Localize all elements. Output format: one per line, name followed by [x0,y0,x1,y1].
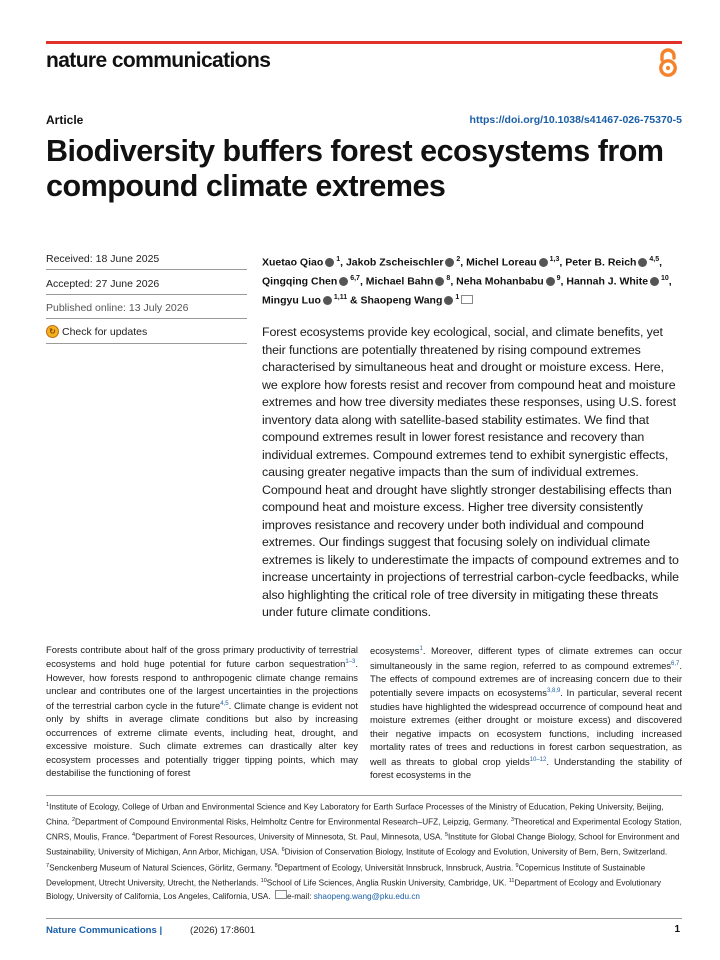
orcid-icon[interactable] [323,296,332,305]
author-separator: , [559,256,566,269]
body-column-right [370,643,682,782]
affiliations [46,799,682,903]
author-separator: , [359,275,366,288]
open-access-icon [655,48,681,78]
orcid-icon[interactable] [339,277,348,286]
citation-ref: 4 [132,832,136,839]
text-run: Department of Compound Environmental Risks, Helmholtz Centre for Environmental Research–UFZ, Leipzig, Germany. [75,817,511,827]
email-label: e-mail: [286,891,314,901]
accepted-date: Accepted: 27 June 2026 [46,278,160,290]
author-separator: , [460,256,467,269]
footnote-divider [46,795,682,796]
citation-ref: 10–12 [529,756,547,763]
doi-link[interactable]: https://doi.org/10.1038/s41467-026-75370-5 [469,114,682,126]
author-name: Shaopeng Wang [360,294,443,307]
author-affiliation: 1 [453,294,460,301]
footer-journal: Nature Communications | [46,925,163,936]
published-date: Published online: 13 July 2026 [46,302,189,314]
abstract: Forest ecosystems provide key ecological, social, and climate benefits, yet their functions are potentially threatened by rising compound extremes characterised by simultaneous heat and drought or moisture excess. Here, we explore how forests resist and recover from compound heat and moisture extremes and how tree diversity mediates these responses, using U.S. forest inventory data along with satellite-based stability estimates. We find that compound extremes result in lower forest resistance and recovery than individual extremes. Compound extremes tend to exhibit synergistic effects, causing greater negative impacts than the sum of individual extremes. Compound heat and drought have slightly stronger destabilising effects than compound heat and moisture excess. Higher tree diversity consistently improves resistance and recovery under both individual and compound extremes. Our findings suggest that focusing solely on individual climate extremes is likely to underestimate the impacts of compound extremes and to increase uncertainty in projections of terrestrial carbon-cycle feedbacks, while also highlighting the critical role of tree diversity in mitigating these threats under future climate conditions. [262,325,679,619]
text-run: Institute of Ecology, College of Urban and Environmental Science and Key Laboratory for Earth Surface Processes of the Ministry of Education, Peking University, Beijing, China. [46,802,664,827]
citation-ref: 3,8,9 [546,688,561,695]
author-affiliation: 2 [454,256,461,263]
body-column-left [46,643,358,779]
text-run: Department of Forest Resources, University of Minnesota, St. Paul, Minnesota, USA. [135,833,445,843]
citation-ref: 3 [510,817,514,824]
text-run: Forests contribute about half of the gross primary productivity of terrestrial ecosystems and hold huge potential for future carbon sequestration [46,644,358,670]
text-run: Theoretical and Experimental Ecology Station, CNRS, Moulis, France. [46,817,682,843]
email-link[interactable]: shaopeng.wang@pku.edu.cn [313,891,420,901]
text-run: Division of Conservation Biology, Institute of Ecology and Evolution, University of Bern, Bern, Switzerland. [284,848,668,858]
author-affiliation: 1 [334,256,341,263]
article-type: Article [46,113,84,127]
footer-divider [46,918,682,919]
text-run: . The effects of compound extremes are of increasing concern due to their potentially severe impacts on ecosystems [370,659,682,699]
received-date: Received: 18 June 2025 [46,253,160,265]
orcid-icon[interactable] [325,258,334,267]
text-run: Institute for Global Change Biology, School for Environment and Sustainability, University of Michigan, Ann Arbor, Michigan, USA. [46,833,680,858]
author-separator: , [659,256,663,269]
citation-ref: 6,7 [671,660,680,667]
text-run: . Understanding the stability of forest ecosystems in the [370,755,682,781]
citation-ref: 1 [46,802,50,808]
text-run: Senckenberg Museum of Natural Sciences, Görlitz, Germany. [49,863,275,873]
citation-ref: 9 [515,862,519,869]
author-affiliation: 1,3 [547,256,560,263]
check-updates-icon: ↻ [46,325,59,338]
citation-ref: 2 [71,817,76,824]
citation-ref: 5 [444,832,449,839]
author-separator: , [668,275,672,288]
text-run: Copernicus Institute of Sustainable Development, Utrecht University, Utrecht, the Netherlands. [46,863,646,888]
citation-ref: 4,5 [220,700,229,707]
corresponding-email-icon[interactable] [461,295,473,304]
author-affiliation: 8 [444,275,451,282]
text-run: . Climate change is evident not only by shifts in average climate conditions but also by increasing occurrences of extreme climate events, including heat, drought, and excessive moisture. Such climate extremes can drastically alter key ecosystem processes and potentially trigger tipping points, which may destabilise the functioning of forest [46,699,358,778]
text-run: Department of Ecology, Universität Innsbruck, Innsbruck, Austria. [277,863,516,873]
citation-ref: 11 [508,877,515,884]
check-updates-label: Check for updates [62,325,148,338]
text-run: ecosystems [370,645,420,657]
author-name: Mingyu Luo [262,294,321,307]
text-run: . Moreover, different types of climate extremes can occur simultaneously in the same region, referred to as compound extremes [370,645,682,671]
text-run: Department of Ecology and Evolutionary Biology, University of California, Los Angeles, California, USA. [46,878,661,901]
author-separator: & [347,294,361,307]
author-affiliation: 9 [554,275,561,282]
email-icon [275,890,287,899]
journal-name: nature communications [46,49,271,72]
divider [46,294,247,295]
text-run: . However, how forests respond to anthropogenic climate change remains unclear and contributes one of the largest uncertainties in the projections of the terrestrial carbon cycle in the future [46,658,358,711]
author-name: Xuetao Qiao [262,256,324,269]
citation-ref: 7 [46,862,50,869]
author-name: Hannah J. White [566,275,649,288]
author-affiliation: 6,7 [348,275,360,282]
author-affiliation: 1,11 [331,294,348,301]
author-name: Jakob Zscheischler [345,256,444,269]
author-separator: , [340,256,346,269]
citation-ref: 10 [260,877,267,884]
author-affiliation: 4,5 [647,256,660,263]
author-name: Qingqing Chen [262,275,338,288]
orcid-icon[interactable] [546,277,555,286]
check-updates-button[interactable] [46,325,246,338]
author-affiliation: 10 [659,275,669,282]
orcid-icon[interactable] [539,258,548,267]
author-name: Michel Loreau [466,256,537,269]
page-number: 1 [674,924,680,935]
citation-ref: 8 [274,862,278,869]
citation-ref: 6 [281,847,285,854]
text-run: . In particular, several recent studies have highlighted the widespread occurrence of compound heat and moisture extremes (either drought or moisture excess) and discovered their negative impacts on ecosystem functions, including increased mortality rates of trees and reductions in forest carbon sequestration, as well as threats to global crop yields [370,687,682,767]
citation-ref: 1–3 [345,659,356,666]
article-title: Biodiversity buffers forest ecosystems from compound climate extremes [46,134,664,203]
orcid-icon[interactable] [650,277,659,286]
divider [46,318,247,319]
divider [46,269,247,270]
text-run: School of Life Sciences, Anglia Ruskin University, Cambridge, UK. [266,878,509,888]
author-separator: , [450,275,457,288]
author-separator: , [560,275,567,288]
author-name: Peter B. Reich [565,256,637,269]
divider [46,343,247,344]
footer-citation: (2026) 17:8601 [190,925,256,936]
author-list [262,252,682,309]
author-name: Michael Bahn [365,275,434,288]
author-name: Neha Mohanbabu [456,275,544,288]
citation-ref: 1 [419,646,423,652]
header-accent-bar [46,41,682,44]
